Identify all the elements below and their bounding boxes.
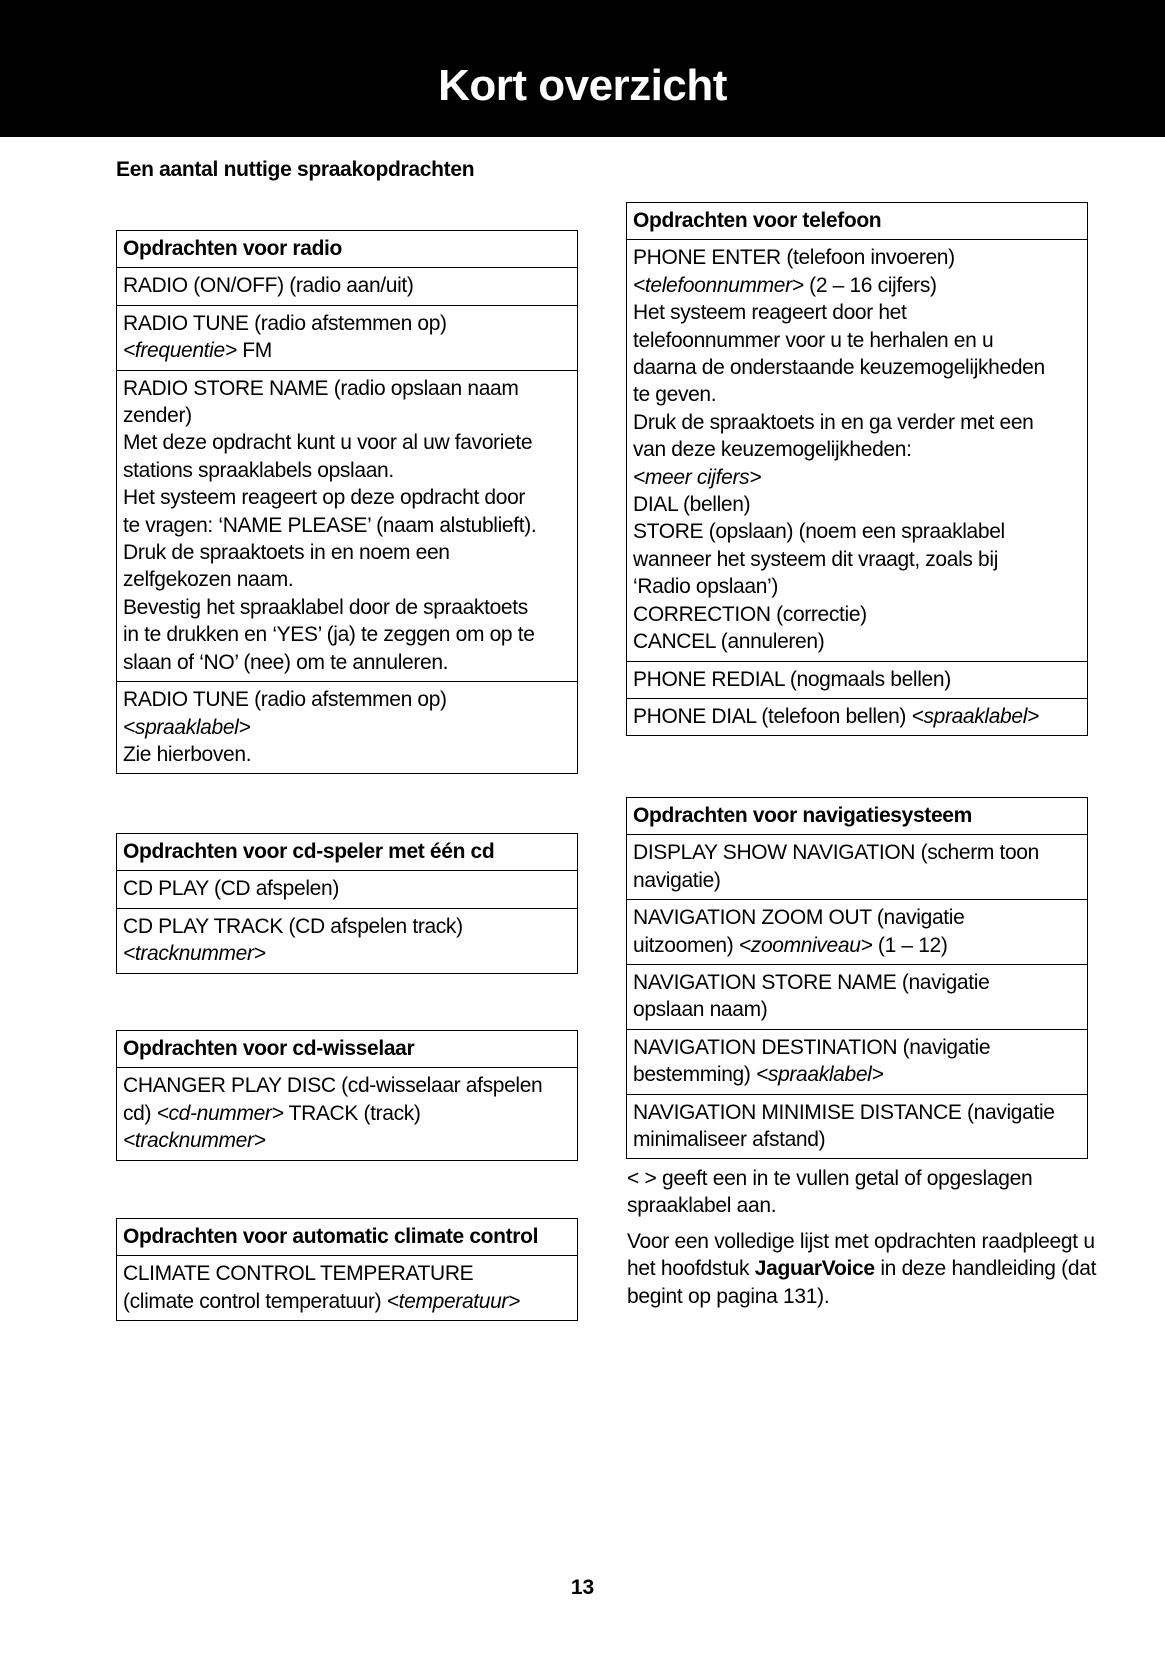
placeholder-legend: < > geeft een in te vullen getal of opgeslagen spraaklabel aan.	[627, 1167, 1033, 1218]
command-text: DIAL (bellen)	[633, 493, 751, 517]
command-cell	[627, 835, 1088, 900]
page-title: Kort overzicht	[438, 61, 727, 110]
command-line	[633, 409, 1081, 436]
command-cell	[627, 698, 1088, 735]
command-line	[633, 601, 1081, 628]
section-subtitle: Een aantal nuttige spraakopdrachten	[116, 158, 475, 181]
command-line	[633, 464, 1081, 491]
command-text: Het systeem reageert op deze opdracht door	[123, 486, 526, 510]
notes	[627, 1165, 1097, 1318]
command-line	[123, 539, 571, 566]
command-text: minimaliseer afstand)	[633, 1128, 826, 1152]
command-cell	[627, 1094, 1088, 1159]
table-row	[117, 268, 578, 305]
command-text: stations spraaklabels opslaan.	[123, 458, 394, 482]
command-text: telefoonnummer voor u te herhalen en u	[633, 328, 994, 352]
command-line	[633, 1099, 1081, 1126]
command-text: RADIO TUNE (radio afstemmen op)	[123, 688, 447, 712]
command-text: Druk de spraaktoets in en noem een	[123, 541, 450, 565]
command-line	[633, 867, 1081, 894]
table-header: Opdrachten voor navigatiesysteem	[627, 798, 1088, 835]
command-cell	[117, 908, 578, 973]
command-line	[123, 457, 571, 484]
command-cell	[627, 900, 1088, 965]
command-line	[633, 666, 1081, 693]
table-row	[117, 305, 578, 370]
placeholder-text: <tracknummer>	[123, 942, 266, 966]
more-info-note	[627, 1228, 1097, 1310]
command-line	[123, 512, 571, 539]
table-row	[627, 965, 1088, 1030]
command-line	[633, 546, 1081, 573]
command-cell	[117, 268, 578, 305]
note-text: in deze handleiding (dat begint op pagina 131).	[627, 1257, 1097, 1308]
command-text: FM	[236, 339, 272, 363]
command-text: in te drukken en ‘YES’ (ja) te zeggen om op te	[123, 623, 535, 647]
command-cell	[117, 871, 578, 908]
command-text: CD PLAY (CD afspelen)	[123, 877, 339, 901]
command-line	[123, 714, 571, 741]
command-line	[123, 1260, 571, 1287]
command-line	[633, 1061, 1081, 1088]
command-text: uitzoomen)	[633, 933, 739, 957]
command-line	[123, 337, 571, 364]
command-line	[633, 628, 1081, 655]
table-header: Opdrachten voor cd-wisselaar	[117, 1031, 578, 1068]
command-line	[123, 741, 571, 768]
command-cell	[627, 240, 1088, 661]
command-text: DISPLAY SHOW NAVIGATION (scherm toon	[633, 841, 1039, 865]
table-row	[627, 661, 1088, 698]
table-row	[627, 900, 1088, 965]
command-text: ‘Radio opslaan’)	[633, 575, 778, 599]
command-line	[633, 703, 1081, 730]
command-text: zelfgekozen naam.	[123, 568, 294, 592]
table-row	[627, 698, 1088, 735]
command-line	[633, 272, 1081, 299]
command-text: PHONE DIAL (telefoon bellen)	[633, 704, 912, 728]
command-line	[123, 1072, 571, 1099]
command-text: RADIO TUNE (radio afstemmen op)	[123, 311, 447, 335]
changer-commands-table	[116, 1030, 578, 1161]
command-text: CORRECTION (correctie)	[633, 602, 867, 626]
placeholder-text: <frequentie>	[123, 339, 237, 363]
command-text: zender)	[123, 404, 192, 428]
command-line	[633, 573, 1081, 600]
command-line	[633, 327, 1081, 354]
placeholder-text: <spraaklabel>	[123, 715, 251, 739]
command-text: daarna de onderstaande keuzemogelijkheden	[633, 356, 1045, 380]
command-text: wanneer het systeem dit vraagt, zoals bij	[633, 547, 999, 571]
command-text: Bevestig het spraaklabel door de spraaktoets	[123, 595, 528, 619]
note-text: Voor een volledige lijst met opdrachten raadpleegt u het hoofdstuk	[627, 1229, 1095, 1281]
table-row	[117, 682, 578, 774]
command-text: PHONE ENTER (telefoon invoeren)	[633, 246, 955, 270]
table-header: Opdrachten voor radio	[117, 231, 578, 268]
command-text: NAVIGATION DESTINATION (navigatie	[633, 1035, 991, 1059]
placeholder-text: <temperatuur>	[386, 1289, 520, 1313]
command-line	[123, 621, 571, 648]
command-text: te vragen: ‘NAME PLEASE’ (naam alstublieft).	[123, 513, 537, 537]
command-line	[633, 491, 1081, 518]
table-row	[117, 1256, 578, 1321]
command-line	[633, 996, 1081, 1023]
command-text: CANCEL (annuleren)	[633, 630, 825, 654]
command-line	[123, 594, 571, 621]
placeholder-text: <spraaklabel>	[756, 1063, 884, 1087]
table-header: Opdrachten voor automatic climate control	[117, 1219, 578, 1256]
command-cell	[117, 1256, 578, 1321]
command-line	[123, 1100, 571, 1127]
command-text: NAVIGATION MINIMISE DISTANCE (navigatie	[633, 1100, 1055, 1124]
command-line	[633, 436, 1081, 463]
table-row	[117, 1068, 578, 1160]
command-line	[123, 1127, 571, 1154]
placeholder-text: <zoomniveau>	[738, 933, 873, 957]
phone-commands-table	[626, 202, 1088, 736]
note-chapter-name: JaguarVoice	[754, 1257, 875, 1281]
command-cell	[117, 305, 578, 370]
command-text: RADIO STORE NAME (radio opslaan naam	[123, 376, 519, 400]
command-line	[633, 518, 1081, 545]
command-text: CD PLAY TRACK (CD afspelen track)	[123, 914, 463, 938]
command-text: Druk de spraaktoets in en ga verder met een	[633, 410, 1034, 434]
command-line	[123, 402, 571, 429]
command-text: (2 – 16 cijfers)	[803, 273, 937, 297]
command-line	[633, 299, 1081, 326]
placeholder-text: <cd-nummer>	[156, 1101, 284, 1125]
command-line	[123, 566, 571, 593]
command-line	[633, 244, 1081, 271]
command-line	[123, 940, 571, 967]
command-cell	[117, 370, 578, 681]
radio-commands-table	[116, 230, 578, 774]
command-text: van deze keuzemogelijkheden:	[633, 438, 912, 462]
command-line	[123, 484, 571, 511]
command-line	[123, 375, 571, 402]
command-text: CHANGER PLAY DISC (cd-wisselaar afspelen	[123, 1074, 543, 1098]
command-line	[123, 913, 571, 940]
table-row	[117, 871, 578, 908]
command-line	[633, 1034, 1081, 1061]
navigation-commands-table	[626, 797, 1088, 1159]
climate-commands-table	[116, 1218, 578, 1321]
command-cell	[117, 1068, 578, 1160]
command-text: bestemming)	[633, 1063, 757, 1087]
table-row	[117, 908, 578, 973]
placeholder-text: <spraaklabel>	[911, 704, 1039, 728]
command-line	[123, 649, 571, 676]
command-line	[633, 969, 1081, 996]
command-line	[123, 686, 571, 713]
table-header: Opdrachten voor telefoon	[627, 203, 1088, 240]
command-cell	[117, 682, 578, 774]
command-text: opslaan naam)	[633, 998, 768, 1022]
command-line	[123, 875, 571, 902]
command-text: cd)	[123, 1101, 157, 1125]
command-line	[633, 354, 1081, 381]
command-cell	[627, 1029, 1088, 1094]
command-text: CLIMATE CONTROL TEMPERATURE	[123, 1262, 474, 1286]
command-text: Zie hierboven.	[123, 742, 252, 766]
placeholder-text: <telefoonnummer>	[633, 273, 804, 297]
command-line	[633, 1126, 1081, 1153]
command-text: navigatie)	[633, 868, 721, 892]
command-line	[633, 932, 1081, 959]
command-text: Met deze opdracht kunt u voor al uw favoriete	[123, 431, 533, 455]
placeholder-text: <tracknummer>	[123, 1129, 266, 1153]
table-header: Opdrachten voor cd-speler met één cd	[117, 834, 578, 871]
command-text: RADIO (ON/OFF) (radio aan/uit)	[123, 274, 414, 298]
command-text: Het systeem reageert door het	[633, 301, 907, 325]
table-row	[627, 1094, 1088, 1159]
command-line	[633, 839, 1081, 866]
command-line	[123, 272, 571, 299]
command-line	[633, 381, 1081, 408]
cd-commands-table	[116, 833, 578, 974]
command-text: (1 – 12)	[872, 933, 948, 957]
table-row	[117, 370, 578, 681]
command-text: (climate control temperatuur)	[123, 1289, 387, 1313]
command-line	[123, 429, 571, 456]
command-text: NAVIGATION ZOOM OUT (navigatie	[633, 906, 965, 930]
page-number: 13	[570, 1576, 595, 1599]
command-text: STORE (opslaan) (noem een spraaklabel	[633, 520, 1005, 544]
command-text: slaan of ‘NO’ (nee) om te annuleren.	[123, 650, 449, 674]
command-text: PHONE REDIAL (nogmaals bellen)	[633, 667, 951, 691]
command-cell	[627, 661, 1088, 698]
command-line	[633, 904, 1081, 931]
command-line	[123, 310, 571, 337]
table-row	[627, 1029, 1088, 1094]
command-line	[123, 1288, 571, 1315]
table-row	[627, 240, 1088, 661]
header-banner	[0, 0, 1165, 137]
placeholder-text: <meer cijfers>	[633, 465, 762, 489]
command-cell	[627, 965, 1088, 1030]
table-row	[627, 835, 1088, 900]
command-text: TRACK (track)	[283, 1101, 421, 1125]
command-text: NAVIGATION STORE NAME (navigatie	[633, 971, 990, 995]
command-text: te geven.	[633, 383, 717, 407]
